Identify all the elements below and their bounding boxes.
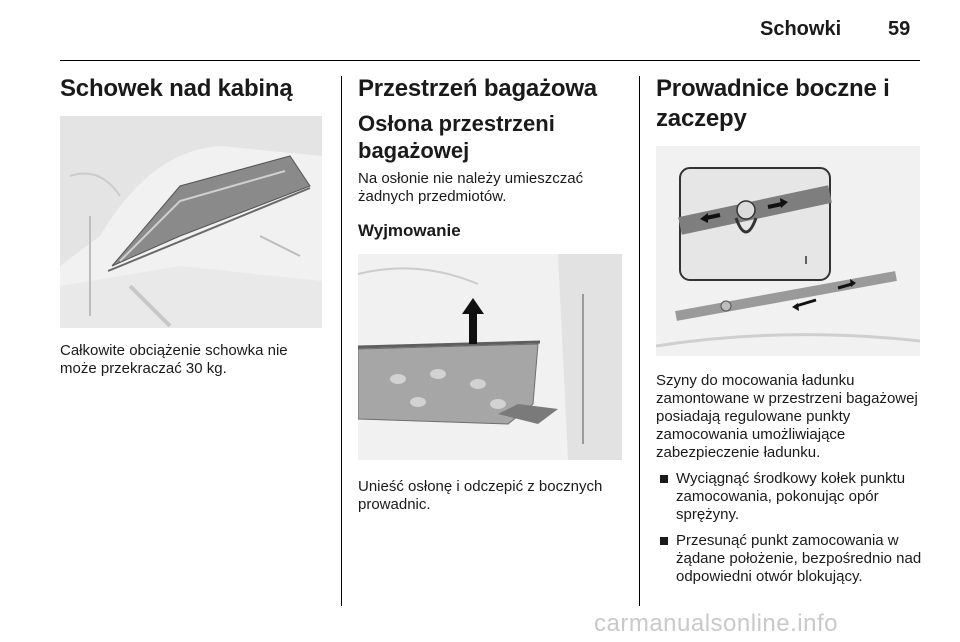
removal-caption: Unieść osłonę i odczepić z bocznych prowadnic. — [358, 478, 603, 513]
column-side-rails — [656, 74, 926, 586]
section-heading-overhead-storage: Schowek nad kabiną — [60, 75, 293, 102]
column-divider-left — [341, 76, 342, 606]
column-overhead-storage — [60, 74, 325, 378]
overhead-storage-caption: Całkowite obciążenie schowka nie może przekraczać 30 kg. — [60, 342, 288, 377]
overhead-storage-illustration — [60, 116, 322, 328]
step-text: Wyciągnąć środkowy kołek punktu zamocowania, pokonując opór sprężyny. — [676, 470, 906, 523]
site-watermark: carmanualsonline.info — [594, 610, 838, 637]
header-divider — [60, 60, 920, 61]
section-heading-luggage-space: Przestrzeń bagażowa — [358, 75, 597, 102]
list-item — [656, 532, 926, 586]
luggage-cover-removal-illustration — [358, 254, 622, 460]
square-bullet-icon — [660, 537, 668, 545]
page-number: 59 — [888, 18, 911, 40]
section-heading-side-rails: Prowadnice boczne i zaczepy — [656, 75, 890, 132]
square-bullet-icon — [660, 475, 668, 483]
subheading-luggage-cover: Osłona przestrzeni bagażowej — [358, 111, 555, 163]
side-rails-illustration — [656, 146, 920, 356]
subsection-removal: Wyjmowanie — [358, 221, 461, 240]
step-text: Przesunąć punkt zamocowania w żądane położenie, bezpośrednio nad odpowiedni otwór blokujący. — [676, 532, 922, 585]
luggage-cover-intro: Na osłonie nie należy umieszczać żadnych przedmiotów. — [358, 170, 584, 205]
side-rails-steps — [656, 470, 926, 586]
page-header-title: Schowki — [760, 18, 842, 40]
column-divider-right — [639, 76, 640, 606]
side-rails-intro: Szyny do mocowania ładunku zamontowane w przestrzeni bagażowej posiadają regulowane punkty zamocowania umożliwiające zabezpieczenie ładunku. — [656, 372, 918, 461]
column-luggage-space — [358, 74, 626, 514]
list-item — [656, 470, 926, 524]
